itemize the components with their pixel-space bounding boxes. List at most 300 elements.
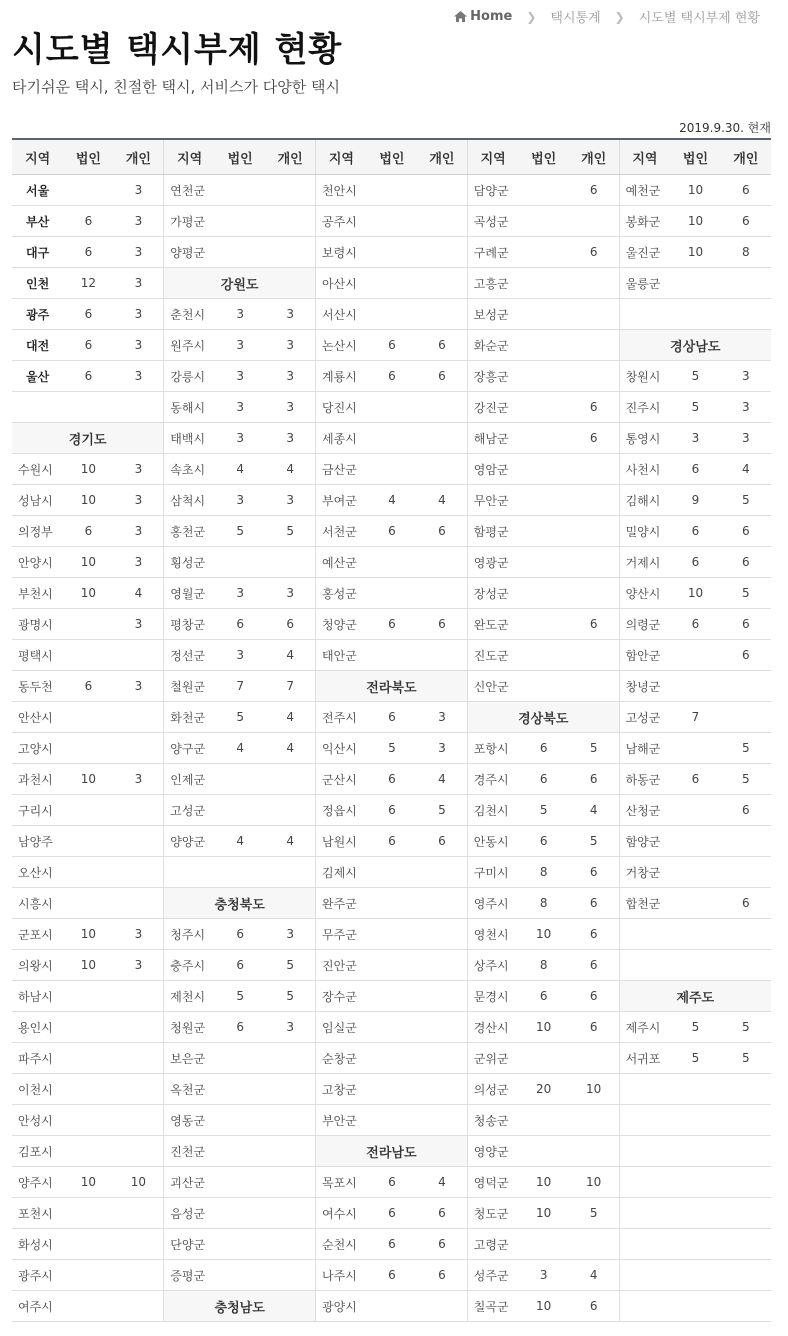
breadcrumb-home-link[interactable]	[454, 9, 512, 24]
region-name: 고창군	[316, 1074, 367, 1105]
individual-value	[265, 206, 315, 237]
corporate-value: 6	[367, 826, 417, 857]
region-name: 부천시	[12, 578, 63, 609]
table-row	[12, 609, 771, 640]
corporate-value: 3	[215, 392, 265, 423]
corporate-value: 10	[63, 764, 113, 795]
region-name: 충주시	[164, 950, 215, 981]
individual-value: 3	[721, 361, 771, 392]
region-name: 홍성군	[316, 578, 367, 609]
region-name: 과천시	[12, 764, 63, 795]
individual-value: 3	[114, 547, 164, 578]
region-name: 김해시	[619, 485, 670, 516]
corporate-value: 10	[670, 175, 720, 206]
corporate-value	[63, 795, 113, 826]
individual-value: 6	[569, 1291, 619, 1322]
region-name: 양산시	[619, 578, 670, 609]
region-name: 영월군	[164, 578, 215, 609]
corporate-value: 10	[63, 1167, 113, 1198]
region-name: 영주시	[467, 888, 518, 919]
corporate-value: 10	[519, 1167, 569, 1198]
region-heading: 전라남도	[316, 1136, 468, 1167]
individual-value: 6	[569, 1012, 619, 1043]
corporate-value: 10	[519, 1291, 569, 1322]
region-name: 임실군	[316, 1012, 367, 1043]
corporate-value: 6	[670, 454, 720, 485]
region-name: 시흥시	[12, 888, 63, 919]
individual-value	[569, 640, 619, 671]
individual-value	[417, 392, 467, 423]
region-name: 동두천	[12, 671, 63, 702]
page-subtitle: 타기쉬운 택시, 친절한 택시, 서비스가 다양한 택시	[12, 78, 340, 96]
corporate-value: 6	[367, 795, 417, 826]
corporate-value: 6	[367, 1198, 417, 1229]
region-name: 세종시	[316, 423, 367, 454]
individual-value: 6	[569, 950, 619, 981]
corporate-value: 6	[367, 361, 417, 392]
region-name: 화성시	[12, 1229, 63, 1260]
individual-value: 3	[265, 423, 315, 454]
table-row	[12, 268, 771, 299]
individual-value: 3	[721, 423, 771, 454]
region-name: 광주시	[12, 1260, 63, 1291]
corporate-value	[519, 578, 569, 609]
corporate-value	[367, 578, 417, 609]
individual-value: 6	[569, 392, 619, 423]
region-name: 영양군	[467, 1136, 518, 1167]
breadcrumb	[454, 7, 760, 26]
header-corporate: 법인	[670, 139, 720, 175]
individual-value: 4	[265, 702, 315, 733]
corporate-value	[367, 919, 417, 950]
corporate-value	[367, 392, 417, 423]
region-name: 군산시	[316, 764, 367, 795]
corporate-value	[367, 454, 417, 485]
corporate-value	[367, 888, 417, 919]
region-name: 김포시	[12, 1136, 63, 1167]
corporate-value: 12	[63, 268, 113, 299]
corporate-value: 5	[519, 795, 569, 826]
corporate-value	[670, 919, 720, 950]
corporate-value	[519, 206, 569, 237]
corporate-value: 4	[215, 826, 265, 857]
individual-value: 6	[417, 609, 467, 640]
individual-value: 3	[265, 330, 315, 361]
region-name: 영암군	[467, 454, 518, 485]
individual-value: 4	[569, 1260, 619, 1291]
corporate-value: 5	[670, 361, 720, 392]
breadcrumb-home-label: Home	[470, 9, 513, 24]
individual-value	[417, 454, 467, 485]
corporate-value: 6	[63, 361, 113, 392]
table-row	[12, 1198, 771, 1229]
corporate-value	[63, 175, 113, 206]
header-individual: 개인	[265, 139, 315, 175]
region-name: 서천군	[316, 516, 367, 547]
corporate-value	[215, 857, 265, 888]
individual-value: 6	[417, 516, 467, 547]
corporate-value: 6	[519, 764, 569, 795]
region-name: 구례군	[467, 237, 518, 268]
region-name: 문경시	[467, 981, 518, 1012]
region-name: 진안군	[316, 950, 367, 981]
corporate-value: 6	[367, 764, 417, 795]
corporate-value	[670, 826, 720, 857]
individual-value	[114, 888, 164, 919]
header-individual: 개인	[417, 139, 467, 175]
corporate-value	[63, 1229, 113, 1260]
individual-value	[569, 1105, 619, 1136]
individual-value	[569, 578, 619, 609]
corporate-value	[63, 609, 113, 640]
region-name	[619, 1105, 670, 1136]
individual-value	[114, 1198, 164, 1229]
region-heading: 강원도	[164, 268, 316, 299]
corporate-value	[519, 1105, 569, 1136]
table-row	[12, 361, 771, 392]
corporate-value: 6	[63, 671, 113, 702]
individual-value	[721, 1167, 771, 1198]
corporate-value: 6	[670, 547, 720, 578]
corporate-value: 10	[63, 454, 113, 485]
individual-value: 3	[114, 299, 164, 330]
corporate-value	[670, 1105, 720, 1136]
region-name: 거창군	[619, 857, 670, 888]
table-row	[12, 1043, 771, 1074]
individual-value: 5	[417, 795, 467, 826]
individual-value: 3	[114, 671, 164, 702]
region-name	[164, 857, 215, 888]
region-name: 청주시	[164, 919, 215, 950]
table-row	[12, 764, 771, 795]
individual-value	[265, 1167, 315, 1198]
region-name: 순창군	[316, 1043, 367, 1074]
individual-value: 6	[569, 423, 619, 454]
corporate-value: 6	[63, 330, 113, 361]
region-name: 서산시	[316, 299, 367, 330]
corporate-value	[215, 764, 265, 795]
corporate-value: 6	[215, 609, 265, 640]
region-name: 평택시	[12, 640, 63, 671]
table-row	[12, 237, 771, 268]
corporate-value	[215, 547, 265, 578]
region-name: 진도군	[467, 640, 518, 671]
individual-value	[417, 578, 467, 609]
corporate-value	[670, 857, 720, 888]
region-name	[619, 1136, 670, 1167]
region-name: 청양군	[316, 609, 367, 640]
corporate-value	[215, 1167, 265, 1198]
region-name	[619, 950, 670, 981]
corporate-value	[519, 454, 569, 485]
corporate-value: 3	[519, 1260, 569, 1291]
corporate-value: 10	[519, 1198, 569, 1229]
region-name: 성주군	[467, 1260, 518, 1291]
individual-value: 3	[265, 578, 315, 609]
header-region: 지역	[316, 139, 367, 175]
region-name: 울진군	[619, 237, 670, 268]
individual-value: 5	[721, 733, 771, 764]
table-row	[12, 330, 771, 361]
corporate-value: 6	[215, 919, 265, 950]
region-name: 의령군	[619, 609, 670, 640]
corporate-value	[215, 175, 265, 206]
region-name: 철원군	[164, 671, 215, 702]
region-name: 영광군	[467, 547, 518, 578]
region-name: 증평군	[164, 1260, 215, 1291]
individual-value: 4	[265, 454, 315, 485]
corporate-value	[215, 206, 265, 237]
corporate-value	[215, 1074, 265, 1105]
corporate-value: 10	[63, 919, 113, 950]
corporate-value: 3	[215, 330, 265, 361]
region-name: 의왕시	[12, 950, 63, 981]
header-corporate: 법인	[63, 139, 113, 175]
table-row	[12, 640, 771, 671]
corporate-value	[670, 299, 720, 330]
region-name: 태백시	[164, 423, 215, 454]
corporate-value: 5	[670, 1012, 720, 1043]
region-name: 합천군	[619, 888, 670, 919]
region-name: 함양군	[619, 826, 670, 857]
region-name: 보령시	[316, 237, 367, 268]
corporate-value	[63, 1136, 113, 1167]
region-name: 제주시	[619, 1012, 670, 1043]
individual-value	[721, 1291, 771, 1322]
table-row	[12, 950, 771, 981]
breadcrumb-item-taxi-stats[interactable]: 택시통계	[550, 11, 601, 26]
region-name: 함안군	[619, 640, 670, 671]
corporate-value: 6	[367, 1167, 417, 1198]
corporate-value	[63, 826, 113, 857]
corporate-value: 5	[215, 702, 265, 733]
region-name: 여주시	[12, 1291, 63, 1322]
corporate-value	[367, 1043, 417, 1074]
corporate-value	[367, 981, 417, 1012]
region-name: 신안군	[467, 671, 518, 702]
region-name: 단양군	[164, 1229, 215, 1260]
header-region: 지역	[467, 139, 518, 175]
region-name: 창녕군	[619, 671, 670, 702]
region-name: 해남군	[467, 423, 518, 454]
region-name: 인제군	[164, 764, 215, 795]
region-name	[12, 392, 63, 423]
corporate-value	[63, 888, 113, 919]
corporate-value: 6	[63, 299, 113, 330]
region-name: 태안군	[316, 640, 367, 671]
header-corporate: 법인	[367, 139, 417, 175]
corporate-value: 9	[670, 485, 720, 516]
corporate-value	[670, 671, 720, 702]
individual-value: 8	[721, 237, 771, 268]
region-name: 인천	[12, 268, 63, 299]
region-name: 사천시	[619, 454, 670, 485]
region-name: 홍천군	[164, 516, 215, 547]
corporate-value: 6	[367, 702, 417, 733]
region-name: 수원시	[12, 454, 63, 485]
individual-value	[417, 981, 467, 1012]
corporate-value: 20	[519, 1074, 569, 1105]
home-icon	[454, 11, 467, 22]
corporate-value	[63, 1260, 113, 1291]
corporate-value	[519, 268, 569, 299]
table-row	[12, 1291, 771, 1322]
region-name: 대전	[12, 330, 63, 361]
corporate-value	[367, 857, 417, 888]
corporate-value	[519, 547, 569, 578]
individual-value	[721, 919, 771, 950]
corporate-value	[367, 299, 417, 330]
region-name: 강진군	[467, 392, 518, 423]
region-name: 화순군	[467, 330, 518, 361]
table-row	[12, 423, 771, 454]
individual-value	[721, 1105, 771, 1136]
corporate-value	[519, 1136, 569, 1167]
region-name: 고성군	[164, 795, 215, 826]
table-header-row	[12, 139, 771, 175]
individual-value	[721, 1074, 771, 1105]
region-name: 용인시	[12, 1012, 63, 1043]
region-name: 양평군	[164, 237, 215, 268]
individual-value	[114, 1136, 164, 1167]
region-name: 목포시	[316, 1167, 367, 1198]
corporate-value: 7	[670, 702, 720, 733]
table-row	[12, 981, 771, 1012]
individual-value	[114, 981, 164, 1012]
individual-value: 3	[114, 516, 164, 547]
region-name: 보성군	[467, 299, 518, 330]
individual-value: 4	[265, 640, 315, 671]
region-name: 안성시	[12, 1105, 63, 1136]
individual-value	[265, 795, 315, 826]
region-name: 평창군	[164, 609, 215, 640]
region-name	[619, 1167, 670, 1198]
region-name: 고양시	[12, 733, 63, 764]
individual-value: 6	[569, 888, 619, 919]
individual-value	[417, 1291, 467, 1322]
region-name: 경주시	[467, 764, 518, 795]
header-individual: 개인	[721, 139, 771, 175]
corporate-value	[63, 857, 113, 888]
corporate-value	[670, 268, 720, 299]
corporate-value	[215, 1043, 265, 1074]
corporate-value	[670, 1260, 720, 1291]
corporate-value: 4	[215, 454, 265, 485]
individual-value	[114, 733, 164, 764]
corporate-value	[519, 299, 569, 330]
individual-value: 5	[721, 764, 771, 795]
table-row	[12, 795, 771, 826]
individual-value	[417, 237, 467, 268]
region-name: 청원군	[164, 1012, 215, 1043]
individual-value	[417, 919, 467, 950]
region-name: 속초시	[164, 454, 215, 485]
corporate-value: 6	[63, 237, 113, 268]
individual-value: 4	[417, 485, 467, 516]
corporate-value	[670, 1198, 720, 1229]
individual-value	[417, 640, 467, 671]
corporate-value: 4	[215, 733, 265, 764]
individual-value: 6	[721, 206, 771, 237]
region-name: 칠곡군	[467, 1291, 518, 1322]
corporate-value: 10	[519, 919, 569, 950]
corporate-value	[63, 1198, 113, 1229]
corporate-value: 5	[215, 516, 265, 547]
region-name: 익산시	[316, 733, 367, 764]
region-name: 아산시	[316, 268, 367, 299]
corporate-value: 6	[670, 609, 720, 640]
region-heading: 충청남도	[164, 1291, 316, 1322]
table-row	[12, 888, 771, 919]
region-heading: 충청북도	[164, 888, 316, 919]
corporate-value	[367, 1105, 417, 1136]
individual-value: 6	[569, 609, 619, 640]
corporate-value: 6	[519, 733, 569, 764]
region-name	[619, 919, 670, 950]
region-name: 음성군	[164, 1198, 215, 1229]
corporate-value: 8	[519, 888, 569, 919]
corporate-value: 6	[63, 206, 113, 237]
table-row	[12, 1229, 771, 1260]
individual-value	[569, 485, 619, 516]
corporate-value: 6	[215, 950, 265, 981]
breadcrumb-item-current: 시도별 택시부제 현황	[638, 11, 760, 26]
corporate-value	[519, 1043, 569, 1074]
corporate-value	[63, 392, 113, 423]
individual-value: 6	[417, 1198, 467, 1229]
corporate-value: 3	[215, 361, 265, 392]
corporate-value	[63, 1074, 113, 1105]
corporate-value: 10	[63, 950, 113, 981]
individual-value: 3	[114, 919, 164, 950]
individual-value: 6	[721, 795, 771, 826]
region-heading: 전라북도	[316, 671, 468, 702]
corporate-value: 10	[63, 485, 113, 516]
taxi-rotation-table	[12, 138, 771, 1322]
corporate-value	[63, 1043, 113, 1074]
region-name: 춘천시	[164, 299, 215, 330]
corporate-value	[519, 1229, 569, 1260]
region-name: 통영시	[619, 423, 670, 454]
corporate-value	[670, 733, 720, 764]
individual-value	[417, 1012, 467, 1043]
region-heading: 경기도	[12, 423, 164, 454]
individual-value	[114, 1012, 164, 1043]
region-name: 가평군	[164, 206, 215, 237]
individual-value: 6	[721, 175, 771, 206]
region-name: 나주시	[316, 1260, 367, 1291]
individual-value	[569, 206, 619, 237]
corporate-value: 10	[63, 578, 113, 609]
individual-value: 10	[114, 1167, 164, 1198]
corporate-value: 3	[215, 578, 265, 609]
individual-value	[265, 1074, 315, 1105]
individual-value	[569, 1229, 619, 1260]
individual-value	[265, 1260, 315, 1291]
region-name: 영덕군	[467, 1167, 518, 1198]
individual-value: 6	[569, 237, 619, 268]
header-corporate: 법인	[519, 139, 569, 175]
corporate-value: 10	[670, 578, 720, 609]
corporate-value	[215, 1198, 265, 1229]
region-heading: 제주도	[619, 981, 771, 1012]
individual-value	[265, 1136, 315, 1167]
region-name: 공주시	[316, 206, 367, 237]
region-name	[619, 299, 670, 330]
region-name: 구미시	[467, 857, 518, 888]
individual-value	[417, 1105, 467, 1136]
corporate-value	[367, 640, 417, 671]
